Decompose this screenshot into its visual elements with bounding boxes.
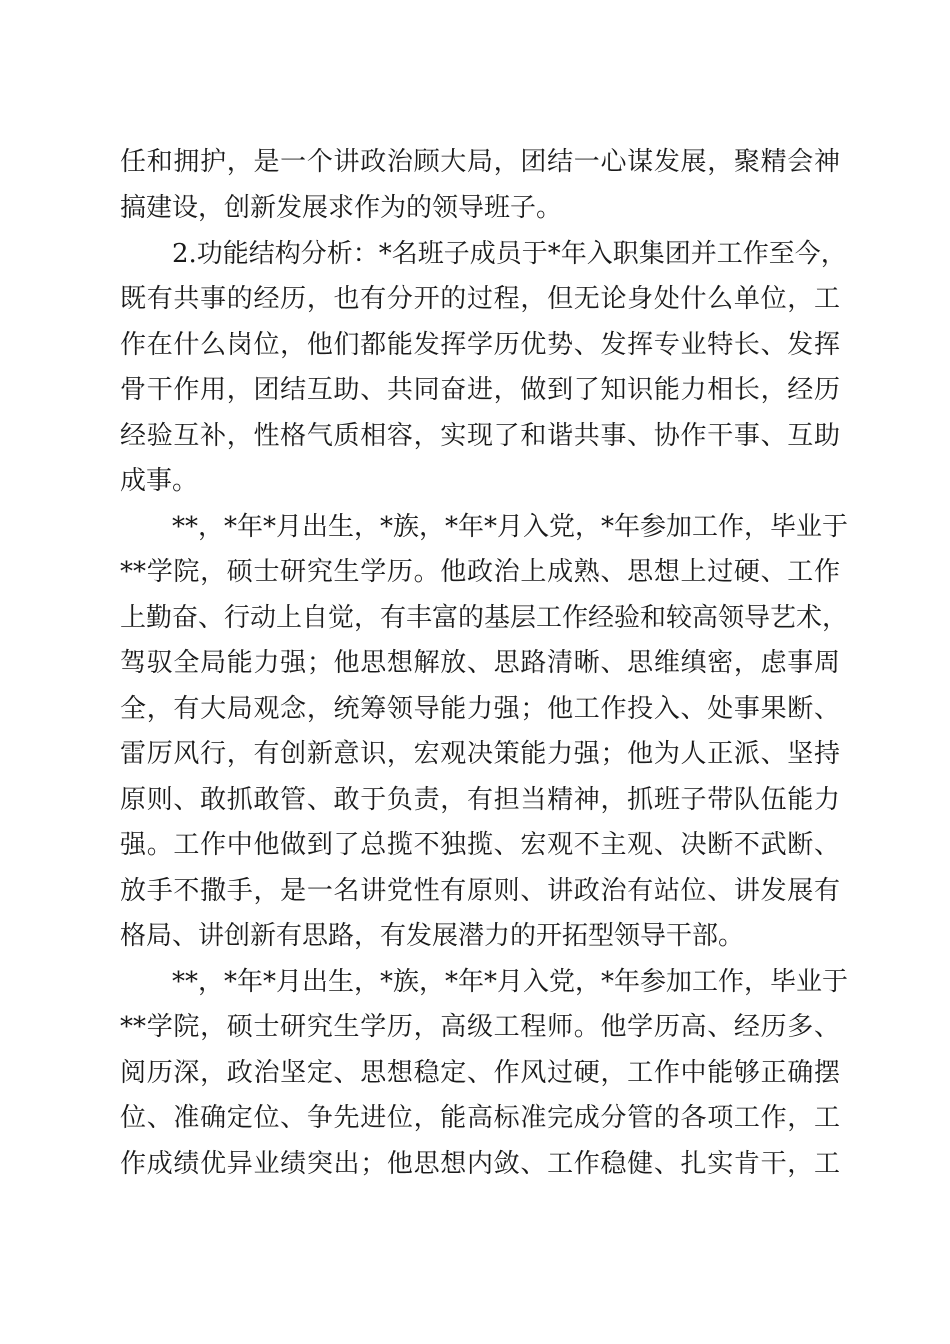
paragraph-3-line-2: **学院，硕士研究生学历。他政治上成熟、思想上过硬、工作 [120,557,840,587]
paragraph-3-line-7: 原则、敢抓敢管、敢于负责，有担当精神，抓班子带队伍能力 [120,785,840,815]
paragraph-2-line-2: 既有共事的经历，也有分开的过程，但无论身处什么单位，工 [120,284,840,314]
paragraph-2-line-4: 骨干作用，团结互助、共同奋进，做到了知识能力相长，经历 [120,375,840,405]
paragraph-2-line-5: 经验互补，性格气质相容，实现了和谐共事、协作干事、互助 [120,421,840,451]
paragraph-3-line-1: **，*年*月出生，*族，*年*月入党，*年参加工作，毕业于 [172,512,849,542]
paragraph-1-line-1: 任和拥护，是一个讲政治顾大局，团结一心谋发展，聚精会神 [120,147,840,177]
paragraph-2-line-1: 2.功能结构分析：*名班子成员于*年入职集团并工作至今， [172,239,847,269]
paragraph-3-line-3: 上勤奋、行动上自觉，有丰富的基层工作经验和较高领导艺术， [120,603,849,633]
paragraph-4-line-3: 阅历深，政治坚定、思想稳定、作风过硬，工作中能够正确摆 [120,1058,840,1088]
paragraph-3-line-9: 放手不撒手，是一名讲党性有原则、讲政治有站位、讲发展有 [120,876,840,906]
paragraph-3-line-5: 全，有大局观念，统筹领导能力强；他工作投入、处事果断、 [120,694,840,724]
paragraph-4-line-5: 作成绩优异业绩突出；他思想内敛、工作稳健、扎实肯干，工 [120,1149,840,1179]
paragraph-2-line-3: 作在什么岗位，他们都能发挥学历优势、发挥专业特长、发挥 [120,330,840,360]
paragraph-4-line-4: 位、准确定位、争先进位，能高标准完成分管的各项工作，工 [120,1103,840,1133]
paragraph-3-line-6: 雷厉风行，有创新意识，宏观决策能力强；他为人正派、坚持 [120,739,840,769]
paragraph-3-line-8: 强。工作中他做到了总揽不独揽、宏观不主观、决断不武断、 [120,830,840,860]
paragraph-1-line-2: 搞建设，创新发展求作为的领导班子。 [120,193,563,223]
paragraph-3-line-4: 驾驭全局能力强；他思想解放、思路清晰、思维缜密，虑事周 [120,648,840,678]
paragraph-4-line-2: **学院，硕士研究生学历，高级工程师。他学历高、经历多、 [120,1012,840,1042]
paragraph-2-line-6: 成事。 [120,466,199,496]
paragraph-3-line-10: 格局、讲创新有思路，有发展潜力的开拓型领导干部。 [120,921,745,951]
paragraph-4-line-1: **，*年*月出生，*族，*年*月入党，*年参加工作，毕业于 [172,967,849,997]
